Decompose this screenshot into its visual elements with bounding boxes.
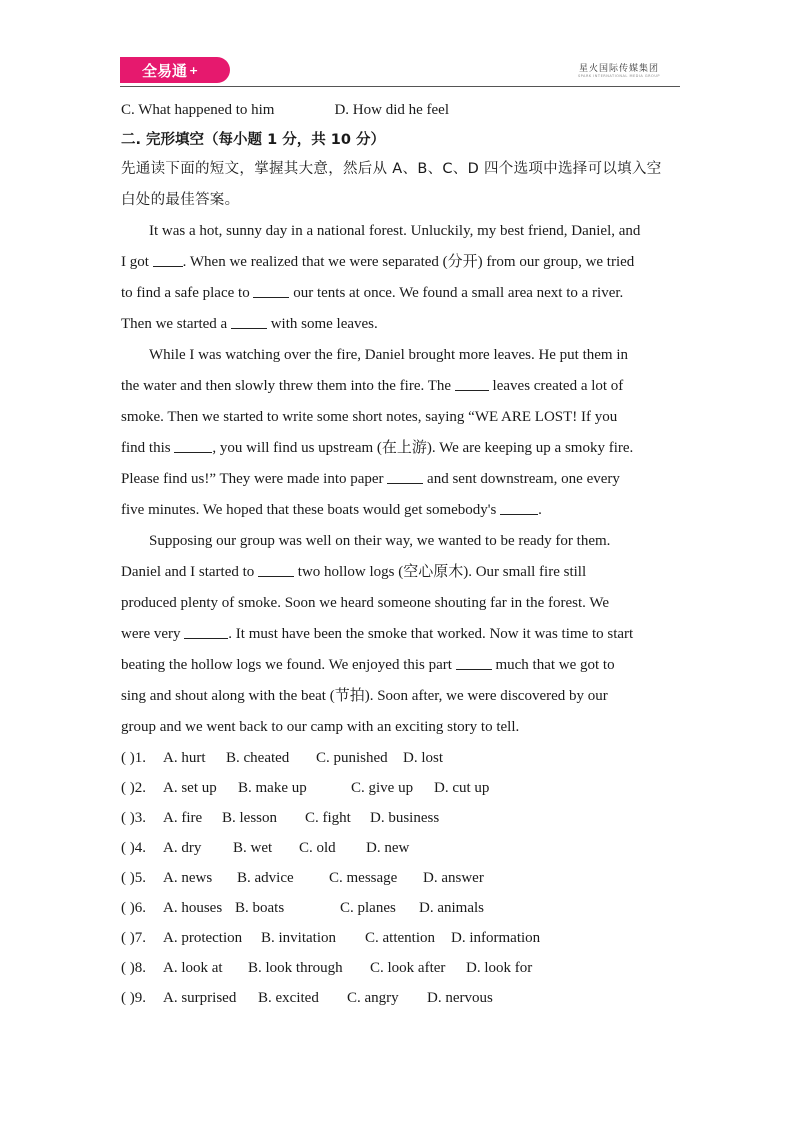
document-body — [121, 95, 681, 1013]
option-d: D. lost — [403, 750, 444, 766]
passage-line: beating the hollow logs we found. We enjoyed this part much that we got to — [121, 657, 615, 673]
passage-line: find this , you will find us upstream (在上游). We are keeping up a smoky fire. — [121, 440, 634, 456]
question-number: ( )2. — [121, 780, 146, 796]
question-number: ( )8. — [121, 960, 146, 976]
option-a: A. news — [163, 870, 213, 886]
blank-8 — [258, 562, 294, 577]
option-b: B. look through — [248, 960, 343, 976]
logo — [120, 57, 230, 83]
prev-option-c: C. What happened to him — [121, 102, 275, 118]
option-b: B. advice — [237, 870, 294, 886]
prev-option-d: D. How did he feel — [334, 102, 450, 118]
option-c: C. punished — [316, 750, 388, 766]
passage-line: group and we went back to our camp with an exciting story to tell. — [121, 719, 520, 735]
blank-3 — [231, 314, 267, 329]
option-d: D. nervous — [427, 990, 493, 1006]
option-d: D. new — [366, 840, 410, 856]
option-b: B. make up — [238, 780, 307, 796]
passage-line: sing and shout along with the beat (节拍). Soon after, we were discovered by our — [121, 688, 608, 704]
option-b: B. boats — [235, 900, 285, 916]
blank-5 — [174, 438, 212, 453]
question-item — [121, 953, 681, 983]
page-header — [120, 55, 680, 87]
question-number: ( )9. — [121, 990, 146, 1006]
blank-4 — [455, 376, 489, 391]
option-c: C. old — [299, 840, 336, 856]
option-a: A. look at — [163, 960, 223, 976]
header-divider — [120, 86, 680, 87]
passage-line: were very . It must have been the smoke that worked. Now it was time to start — [121, 626, 634, 642]
question-item — [121, 803, 681, 833]
question-item — [121, 923, 681, 953]
question-number: ( )3. — [121, 810, 146, 826]
option-b: B. wet — [233, 840, 273, 856]
passage-line: Please find us!” They were made into paper and sent downstream, one every — [121, 471, 620, 487]
question-number: ( )4. — [121, 840, 146, 856]
passage-line: five minutes. We hoped that these boats would get somebody's . — [121, 502, 542, 518]
option-b: B. excited — [258, 990, 319, 1006]
blank-1 — [153, 252, 183, 267]
passage-line: to find a safe place to our tents at once. We found a small area next to a river. — [121, 285, 624, 301]
question-item — [121, 833, 681, 863]
passage-line: Daniel and I started to two hollow logs (空心原木). Our small fire still — [121, 564, 587, 580]
option-d: D. information — [451, 930, 541, 946]
option-d: D. animals — [419, 900, 484, 916]
passage-line: the water and then slowly threw them into the fire. The leaves created a lot of — [121, 378, 624, 394]
brand — [578, 61, 660, 78]
option-a: A. dry — [163, 840, 202, 856]
passage-line: While I was watching over the fire, Daniel brought more leaves. He put them in — [149, 347, 629, 363]
passage-line: smoke. Then we started to write some short notes, saying “WE ARE LOST! If you — [121, 409, 618, 425]
option-d: D. look for — [466, 960, 533, 976]
section-title: 二. 完形填空（每小题 1 分，共 10 分） — [121, 132, 386, 148]
blank-2 — [253, 283, 289, 298]
question-item — [121, 893, 681, 923]
option-d: D. business — [370, 810, 440, 826]
instruction-line-1: 先通读下面的短文，掌握其大意，然后从 A、B、C、D 四个选项中选择可以填入空 — [121, 161, 662, 177]
option-a: A. houses — [163, 900, 223, 916]
option-c: C. angry — [347, 990, 399, 1006]
question-number: ( )1. — [121, 750, 146, 766]
question-item — [121, 743, 681, 773]
blank-10 — [456, 655, 492, 670]
option-c: C. attention — [365, 930, 435, 946]
question-item — [121, 983, 681, 1013]
option-b: B. cheated — [226, 750, 290, 766]
option-c: C. message — [329, 870, 398, 886]
option-a: A. fire — [163, 810, 203, 826]
brand-name-en: SPARK INTERNATIONAL MEDIA GROUP — [577, 74, 660, 78]
passage-line: I got . When we realized that we were separated (分开) from our group, we tried — [121, 254, 635, 270]
option-d: D. answer — [423, 870, 484, 886]
blank-7 — [500, 500, 538, 515]
option-a: A. set up — [163, 780, 217, 796]
logo-plus: + — [189, 63, 199, 77]
previous-options — [121, 95, 681, 126]
brand-name-cn: 星火国际传媒集团 — [578, 64, 659, 74]
option-b: B. lesson — [222, 810, 278, 826]
instruction-line-2: 白处的最佳答案。 — [121, 192, 240, 208]
passage-line: Supposing our group was well on their way, we wanted to be ready for them. — [149, 533, 611, 549]
option-c: C. fight — [305, 810, 351, 826]
question-item — [121, 773, 681, 803]
passage-line: It was a hot, sunny day in a national forest. Unluckily, my best friend, Daniel, and — [149, 223, 641, 239]
question-item — [121, 863, 681, 893]
passage-line: Then we started a with some leaves. — [121, 316, 378, 332]
option-a: A. hurt — [163, 750, 206, 766]
option-a: A. protection — [163, 930, 243, 946]
option-b: B. invitation — [261, 930, 336, 946]
option-c: C. give up — [351, 780, 414, 796]
option-d: D. cut up — [434, 780, 490, 796]
question-number: ( )6. — [121, 900, 146, 916]
logo-text: 全易通 — [142, 61, 188, 80]
option-c: C. look after — [370, 960, 446, 976]
option-c: C. planes — [340, 900, 396, 916]
question-list — [121, 743, 681, 1013]
question-number: ( )5. — [121, 870, 146, 886]
blank-6 — [387, 469, 423, 484]
passage-line: produced plenty of smoke. Soon we heard someone shouting far in the forest. We — [121, 595, 609, 611]
blank-9 — [184, 624, 228, 639]
option-a: A. surprised — [163, 990, 237, 1006]
question-number: ( )7. — [121, 930, 146, 946]
